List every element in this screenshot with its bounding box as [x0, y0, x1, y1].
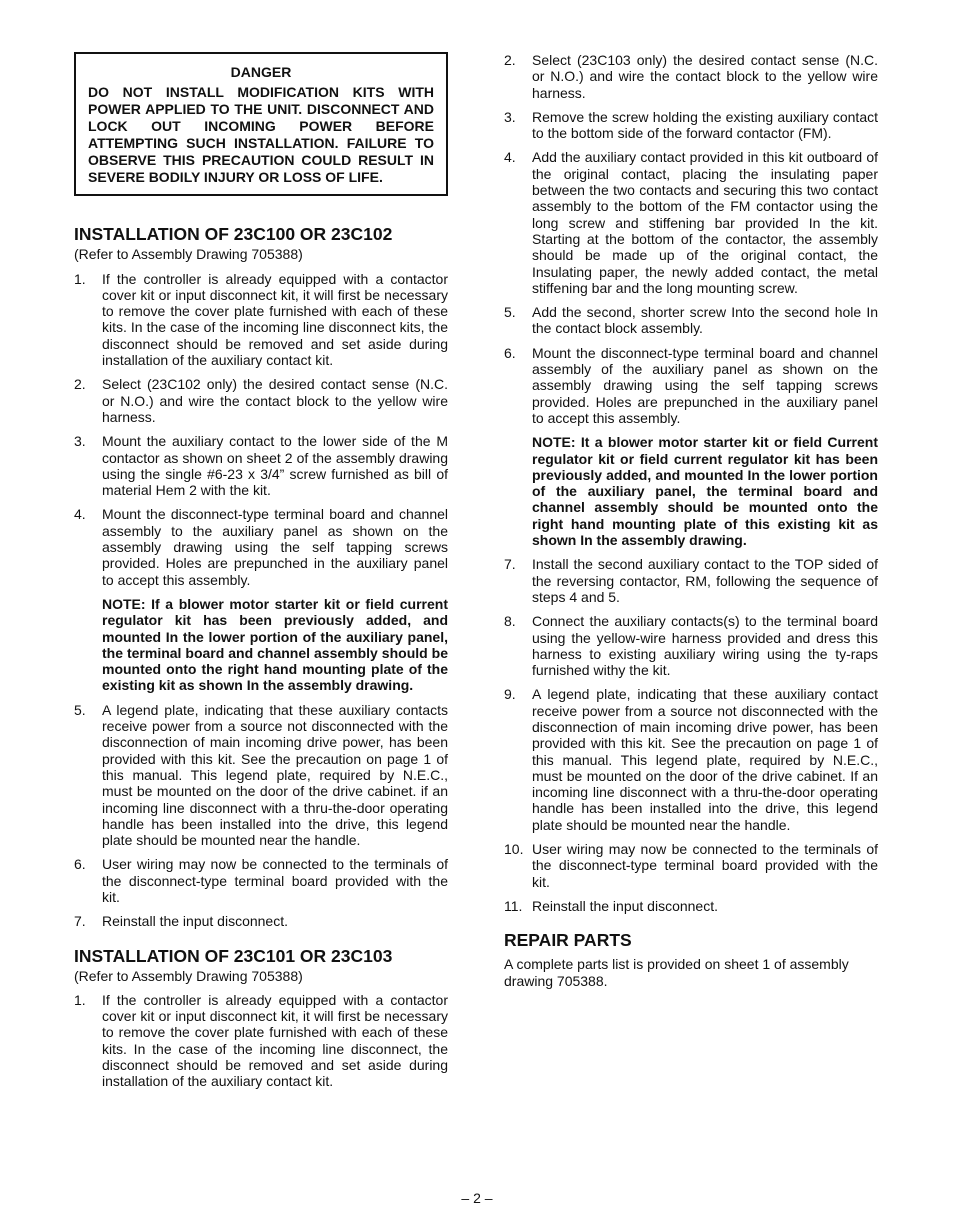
item-number: 6.	[504, 344, 516, 361]
list-item	[504, 898, 878, 914]
item-number: 3.	[504, 108, 516, 125]
item-text: A legend plate, indicating that these auxiliary contacts receive power from a source not disconnected with the disconnection of main incoming drive power, has been provided with this kit. See the precaution on page 1 of this manual. This legend plate, required by N.E.C., must be mounted on the door of the drive cabinet. if an incoming line disconnect with a thru-the-door operating handle has been installed into the drive, this legend plate should be mounted near the handle.	[102, 701, 448, 849]
list-item	[74, 506, 448, 693]
left-column	[74, 52, 448, 1098]
list-item	[504, 686, 878, 833]
item-number: 2.	[504, 52, 516, 68]
item-text: Mount the auxiliary contact to the lower side of the M contactor as shown on sheet 2 of the assembly drawing using the single #6-23 x 3/4” screw furnished as bill of material Hem 2 with the kit.	[102, 433, 448, 499]
item-text: If the controller is already equipped with a contactor cover kit or input disconnect kit, it will first be necessary to remove the cover plate furnished with each of these kits. In the case of the incoming line disconnect, the disconnect should be removed and set aside during installation of the auxiliary contact kit.	[102, 991, 448, 1090]
item-text: Add the second, shorter screw Into the second hole In the contact block assembly.	[532, 304, 878, 337]
repair-parts-text: A complete parts list is provided on sheet 1 of assembly drawing 705388.	[504, 956, 849, 989]
repair-parts-heading: REPAIR PARTS	[504, 930, 632, 951]
list-item	[74, 271, 448, 369]
instruction-list	[504, 52, 878, 914]
assembly-reference: (Refer to Assembly Drawing 705388)	[74, 967, 303, 984]
note-text: NOTE: It a blower motor starter kit or field Current regulator kit or field current regulator kit has been previously added, and mounted In the lower portion of the auxiliary panel, the terminal board and channel assembly should be mounted onto the right hand mounting plate of this existing kit as shown In the assembly drawing.	[532, 434, 878, 549]
danger-text: DO NOT INSTALL MODIFICATION KITS WITH POWER APPLIED TO THE UNIT. DISCONNECT AND LOCK OUT INCOMING POWER BEFORE ATTEMPTING SUCH INSTALLATION. FAILURE TO OBSERVE THIS PRECAUTION COULD RESULT IN SEVERE BODILY INJURY OR LOSS OF LIFE.	[88, 84, 434, 186]
item-number: 3.	[74, 433, 86, 450]
item-text: A legend plate, indicating that these auxiliary contact receive power from a source not disconnected with the disconnection of main incoming drive power, has been provided with this kit. See the precaution on page 1 of this manual. This legend plate, required by N.E.C., must be mounted on the door of the drive cabinet. If an incoming line disconnect with a thru-the-door operating handle has been installed into the drive, this legend plate should be mounted near the handle.	[532, 686, 878, 833]
item-text: User wiring may now be connected to the terminals of the disconnect-type terminal board provided with the kit.	[532, 841, 878, 890]
item-text: Select (23C103 only) the desired contact sense (N.C. or N.O.) and wire the contact block to the yellow wire harness.	[532, 52, 878, 101]
danger-box	[74, 52, 448, 196]
item-number: 1.	[74, 991, 86, 1008]
list-item	[504, 304, 878, 337]
item-number: 11.	[504, 897, 523, 914]
item-number: 2.	[74, 376, 86, 393]
item-number: 1.	[74, 270, 86, 287]
item-text: Select (23C102 only) the desired contact sense (N.C. or N.O.) and wire the contact block to the yellow wire harness.	[102, 376, 448, 425]
list-item	[74, 702, 448, 849]
item-number: 5.	[504, 304, 516, 321]
item-number: 4.	[74, 506, 86, 523]
list-item	[74, 433, 448, 498]
list-item	[504, 149, 878, 296]
item-number: 8.	[504, 613, 516, 630]
section-heading: INSTALLATION OF 23C101 OR 23C103	[74, 945, 393, 966]
list-item	[74, 913, 448, 929]
item-text: Mount the disconnect-type terminal board and channel assembly of the auxiliary panel as shown on the assembly drawing using the self tapping screws provided. Holes are prepunched in the auxiliary panel to accept this assembly.	[532, 344, 878, 426]
list-item	[504, 613, 878, 678]
list-item	[504, 556, 878, 605]
danger-title: DANGER	[230, 64, 292, 80]
list-item	[74, 376, 448, 425]
item-number: 6.	[74, 856, 86, 873]
note-text: NOTE: If a blower motor starter kit or field current regulator kit has been previously added, and mounted In the lower portion of the auxiliary panel, the terminal board and channel assembly should be mounted onto the right hand mounting plate of the existing kit as shown In the assembly drawing.	[102, 595, 448, 694]
list-item	[504, 109, 878, 142]
list-item	[74, 856, 448, 905]
item-number: 10.	[504, 841, 524, 858]
item-number: 7.	[74, 913, 86, 930]
item-number: 7.	[504, 556, 516, 573]
list-item	[504, 345, 878, 549]
item-text: If the controller is already equipped with a contactor cover kit or input disconnect kit, it will first be necessary to remove the cover plate furnished with each of these kits. In the case of the incoming line disconnect kits, the disconnect should be removed and set aside during installation of the auxiliary contact kit.	[102, 270, 448, 369]
page-number: – 2 –	[461, 1190, 493, 1206]
item-text: Mount the disconnect-type terminal board and channel assembly to the auxiliary panel as shown on the assembly drawing using the self tapping screws provided. Holes are prepunched in the auxiliary panel to accept this assembly.	[102, 506, 448, 588]
list-item	[504, 841, 878, 890]
item-text: Remove the screw holding the existing auxiliary contact to the bottom side of the forward contactor (FM).	[532, 108, 878, 142]
item-text: Add the auxiliary contact provided in this kit outboard of the original contact, placing the insulating paper between the two contacts and securing this two contact assembly to the bottom of the FM contactor using the long screw and stiffening bar provided In the kit. Starting at the bottom of the contactor, the assembly should be made up of the original contact, the Insulating paper, the newly added contact, the metal stiffening bar and the long mounting screw.	[532, 149, 878, 296]
list-item	[74, 992, 448, 1090]
item-text: Reinstall the input disconnect.	[532, 897, 718, 914]
assembly-reference: (Refer to Assembly Drawing 705388)	[74, 246, 303, 263]
item-text: Connect the auxiliary contacts(s) to the terminal board using the yellow-wire harness provided and dress this harness to existing auxiliary wiring using the ty-raps furnished withy the kit.	[532, 613, 878, 679]
item-number: 9.	[504, 686, 516, 703]
list-item	[504, 52, 878, 101]
section-heading: INSTALLATION OF 23C100 OR 23C102	[74, 224, 393, 245]
instruction-list	[74, 271, 448, 930]
item-text: Reinstall the input disconnect.	[102, 913, 288, 930]
item-text: Install the second auxiliary contact to the TOP sided of the reversing contactor, RM, following the sequence of steps 4 and 5.	[532, 556, 878, 605]
item-text: User wiring may now be connected to the terminals of the disconnect-type terminal board provided with the kit.	[102, 856, 448, 905]
instruction-list	[74, 992, 448, 1090]
right-column	[504, 52, 878, 989]
item-number: 5.	[74, 701, 86, 718]
item-number: 4.	[504, 149, 516, 166]
